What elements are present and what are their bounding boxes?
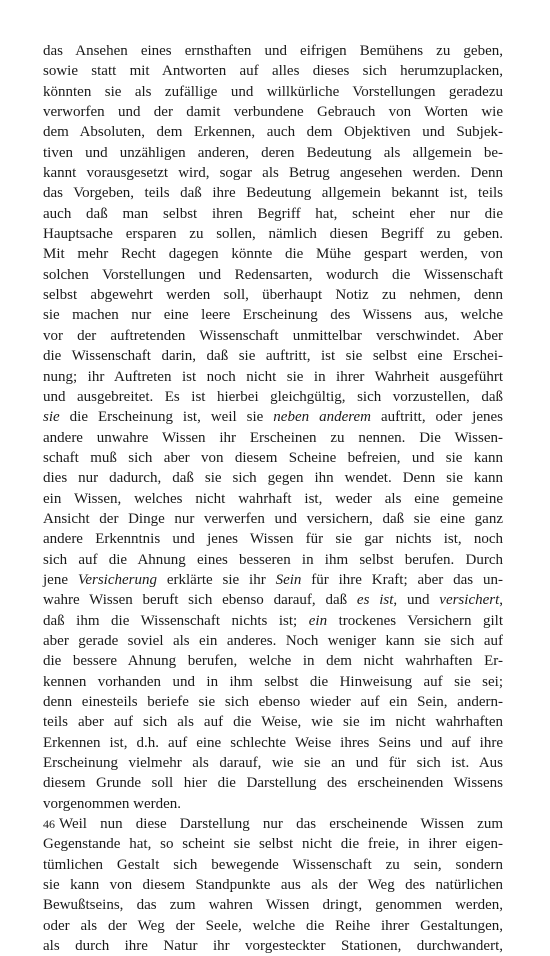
page-number: 46 <box>43 817 55 831</box>
text-line <box>43 651 503 671</box>
text-line <box>43 875 503 895</box>
text-segment: könnten sie als zufällige und willkürliche Vorstellungen geradezu <box>43 83 503 100</box>
text-segment: die bessere Ahnung berufen, welche in dem nicht wahrhaften Er- <box>43 653 503 670</box>
text-segment: Weil nun diese Darstellung nur das erscheinende Wissen zum <box>59 816 503 833</box>
text-line <box>43 468 503 488</box>
text-segment: auftritt, oder jenes <box>371 409 504 426</box>
italic-segment: ein <box>308 612 328 629</box>
text-line <box>43 204 503 224</box>
text-line <box>43 814 503 834</box>
text-line <box>43 224 503 244</box>
text-segment: verworfen und der damit verbundene Gebrauch von Worten wie <box>43 104 503 121</box>
text-line <box>43 794 503 814</box>
text-segment: denn einesteils beriefe sie sich ebenso wieder auf ein Sein, andern- <box>43 694 503 710</box>
text-segment: jene <box>43 571 78 588</box>
text-segment: tümlichen Gestalt sich bewegende Wissenschaft zu sein, sondern <box>43 856 503 873</box>
text-segment: als durch ihre Natur ihr vorgesteckter Stationen, durchwandert, <box>43 938 503 955</box>
text-segment: , und <box>393 592 440 609</box>
text-line <box>43 102 503 122</box>
text-segment: vor der auftretenden Wissenschaft unmittelbar verschwindet. Aber <box>43 327 503 344</box>
text-line <box>43 631 503 651</box>
text-segment: Gegenstande hat, so scheint sie selbst nicht die freie, in ihrer eigen- <box>43 836 503 853</box>
text-segment: die Wissenschaft darin, daß sie auftritt, ist sie selbst eine Erschei- <box>43 348 503 365</box>
text-line <box>43 590 503 610</box>
text-segment: selbst abgewehrt werden soll, überhaupt Notiz zu nehmen, denn <box>43 287 503 304</box>
text-line <box>43 834 503 854</box>
text-line <box>43 285 503 305</box>
text-segment: Mit mehr Recht dagegen könnte die Mühe gespart werden, von <box>43 246 503 263</box>
text-segment: Ansicht der Dinge nur verwerfen und versichern, daß sie eine ganz <box>43 510 503 527</box>
text-segment: Bewußtseins, das zum wahren Wissen dringt, genommen werden, <box>43 897 503 914</box>
text-line <box>43 305 503 325</box>
text-segment: sie machen nur eine leere Erscheinung des Wissens aus, welche <box>43 307 503 324</box>
page-body <box>43 41 503 956</box>
text-line <box>43 509 503 529</box>
text-line <box>43 712 503 732</box>
text-line <box>43 326 503 346</box>
text-line <box>43 733 503 753</box>
paragraph-1 <box>43 41 503 814</box>
text-line <box>43 611 503 631</box>
italic-segment: versichert <box>439 592 500 609</box>
text-segment: , <box>499 592 504 609</box>
text-segment: oder als der Weg der Seele, welche die Reihe ihrer Gestaltungen, <box>43 917 503 934</box>
text-line <box>43 570 503 590</box>
text-line <box>43 244 503 264</box>
text-line <box>43 387 503 407</box>
text-line <box>43 773 503 793</box>
text-line <box>43 163 503 183</box>
text-segment: vorgenommen werden. <box>43 795 182 812</box>
text-segment: dies nur dadurch, daß sie sich gegen ihn wendet. Denn sie kann <box>43 470 503 487</box>
text-segment: Hauptsache ersparen zu sollen, nämlich diesen Begriff zu geben. <box>43 226 503 243</box>
text-line <box>43 916 503 936</box>
text-segment: schaft muß sich aber von diesem Scheine befreien, und sie kann <box>43 449 503 466</box>
text-line <box>43 692 503 712</box>
paragraph-2 <box>43 814 503 956</box>
text-segment: kannt vorausgesetzt wird, sogar als Betrug angesehen werden. Denn <box>43 165 503 182</box>
text-line <box>43 855 503 875</box>
italic-segment: sie <box>43 409 60 426</box>
text-segment: ein Wissen, welches nicht wahrhaft ist, weder als eine gemeine <box>43 490 503 507</box>
italic-segment: Versicherung <box>77 571 157 588</box>
text-line <box>43 529 503 549</box>
text-line <box>43 265 503 285</box>
text-segment: tiven und unzähligen anderen, deren Bedeutung als allgemein be- <box>43 144 503 161</box>
text-line <box>43 550 503 570</box>
text-segment: und ausgebreitet. Es ist hierbei gleichgültig, sich vorzustellen, daß <box>43 388 503 405</box>
text-line <box>43 82 503 102</box>
text-segment: sich auf die Ahnung eines besseren in ihm selbst berufen. Durch <box>43 551 503 568</box>
text-segment: kennen vorhanden und in ihm selbst die Hinweisung auf sie sei; <box>43 673 503 690</box>
text-segment: diesem Grunde soll hier die Darstellung des erscheinenden Wissens <box>43 775 503 792</box>
text-segment: sowie statt mit Antworten auf alles dieses sich herumzuplacken, <box>43 63 503 80</box>
text-line <box>43 143 503 163</box>
text-segment: Erkennen ist, d.h. auf eine schlechte Weise ihres Seins und auf ihre <box>43 734 503 751</box>
text-segment: für ihre Kraft; aber das un- <box>301 571 503 588</box>
text-line <box>43 489 503 509</box>
italic-segment: neben anderem <box>273 409 372 426</box>
text-segment: teils aber auf sich als auf die Weise, wie sie im nicht wahrhaften <box>43 714 503 731</box>
text-segment: sie kann von diesem Standpunkte aus als der Weg des natürlichen <box>43 877 503 894</box>
text-segment: daß ihm die Wissenschaft nichts ist; <box>43 612 309 629</box>
text-segment: die Erscheinung ist, weil sie <box>59 409 274 426</box>
text-line <box>43 753 503 773</box>
text-segment: das Vorgeben, teils daß ihre Bedeutung allgemein bekannt ist, teils <box>43 185 503 202</box>
text-line <box>43 183 503 203</box>
text-line <box>43 895 503 915</box>
text-segment: solchen Vorstellungen und Redensarten, wodurch die Wissenschaft <box>43 266 503 283</box>
text-segment: auch daß man selbst ihren Begriff hat, scheint eher nur die <box>43 205 503 222</box>
text-segment: aber gerade soviel als ein anderes. Noch weniger kann sie sich auf <box>43 632 503 649</box>
text-line <box>43 346 503 366</box>
text-line <box>43 672 503 692</box>
text-line <box>43 61 503 81</box>
text-segment: das Ansehen eines ernsthaften und eifrigen Bemühens zu geben, <box>43 43 503 59</box>
text-line <box>43 41 503 61</box>
italic-segment: es ist <box>356 592 394 609</box>
text-segment: dem Absoluten, dem Erkennen, auch dem Objektiven und Subjek- <box>43 124 503 141</box>
italic-segment: Sein <box>275 571 302 588</box>
text-segment: andere Erkenntnis und jenes Wissen für sie gar nichts ist, noch <box>43 531 503 548</box>
text-line <box>43 448 503 468</box>
text-segment: wahre Wissen beruft sich ebenso darauf, daß <box>43 592 357 609</box>
text-line <box>43 428 503 448</box>
text-line <box>43 122 503 142</box>
text-line <box>43 936 503 956</box>
text-segment: nung; ihr Auftreten ist noch nicht sie in ihrer Wahrheit ausgeführt <box>43 368 503 385</box>
text-segment: trockenes Versichern gilt <box>327 612 503 629</box>
text-line <box>43 407 503 427</box>
text-segment: erklärte sie ihr <box>157 571 276 588</box>
text-segment: Erscheinung vielmehr als darauf, wie sie an und für sich ist. Aus <box>43 755 503 772</box>
text-segment: andere unwahre Wissen ihr Erscheinen zu nennen. Die Wissen- <box>43 429 503 446</box>
text-line <box>43 367 503 387</box>
